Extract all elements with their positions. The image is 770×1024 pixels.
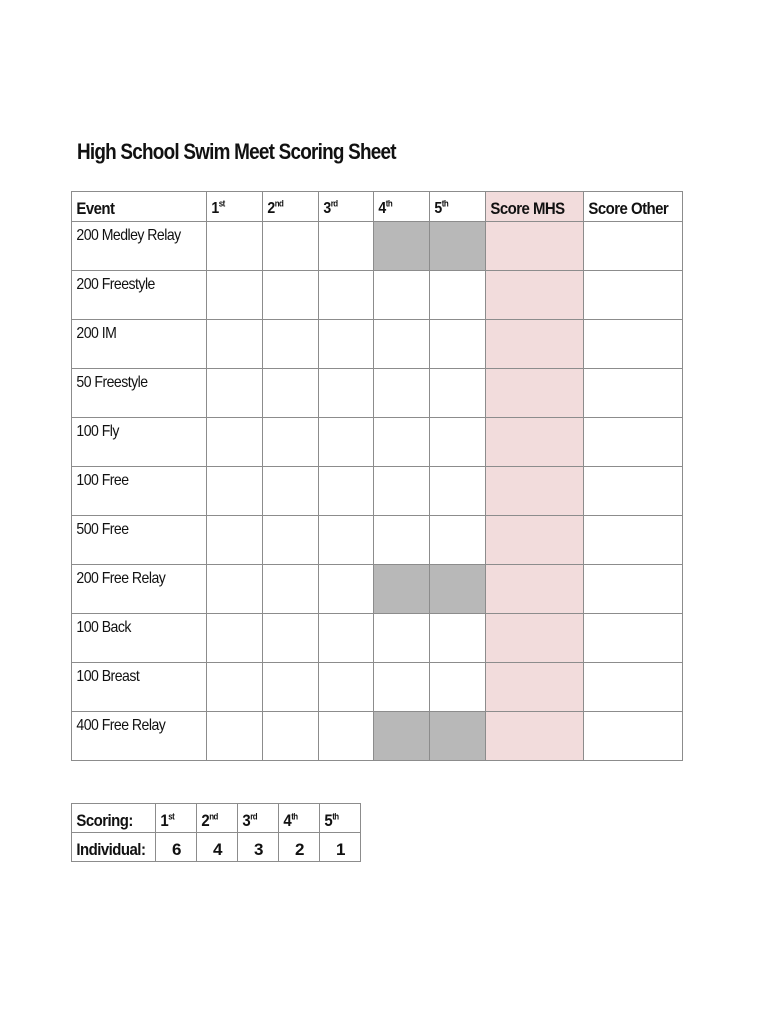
place-1-entry-cell[interactable] <box>206 467 262 516</box>
table-row <box>72 516 683 565</box>
header-score-mhs: Score MHS <box>486 192 584 222</box>
event-name-cell: 200 Free Relay <box>72 565 207 614</box>
place-2-entry-cell[interactable] <box>262 467 318 516</box>
table-row <box>72 712 683 761</box>
score-mhs-cell[interactable] <box>486 320 584 369</box>
place-4-entry-cell <box>374 712 430 761</box>
score-mhs-cell[interactable] <box>486 467 584 516</box>
place-4-entry-cell[interactable] <box>374 271 430 320</box>
score-other-cell[interactable] <box>583 712 682 761</box>
place-3-entry-cell[interactable] <box>318 663 374 712</box>
table-row <box>72 614 683 663</box>
table-row <box>72 565 683 614</box>
place-1-entry-cell[interactable] <box>206 712 262 761</box>
scoring-label: Scoring: <box>72 804 156 833</box>
individual-label: Individual: <box>72 833 156 862</box>
score-mhs-cell[interactable] <box>486 271 584 320</box>
place-2-entry-cell[interactable] <box>262 712 318 761</box>
score-other-cell[interactable] <box>583 222 682 271</box>
event-name-cell: 50 Freestyle <box>72 369 207 418</box>
scoring-place-2: 2nd <box>197 804 238 833</box>
points-place-4: 2 <box>279 833 320 862</box>
place-4-entry-cell[interactable] <box>374 614 430 663</box>
event-name-cell: 400 Free Relay <box>72 712 207 761</box>
place-3-entry-cell[interactable] <box>318 320 374 369</box>
header-place-5: 5th <box>430 192 486 222</box>
points-place-3: 3 <box>238 833 279 862</box>
event-name-cell: 200 Freestyle <box>72 271 207 320</box>
place-1-entry-cell[interactable] <box>206 418 262 467</box>
place-1-entry-cell[interactable] <box>206 663 262 712</box>
score-mhs-cell[interactable] <box>486 712 584 761</box>
table-row <box>72 320 683 369</box>
place-1-entry-cell[interactable] <box>206 222 262 271</box>
place-1-entry-cell[interactable] <box>206 369 262 418</box>
score-other-cell[interactable] <box>583 565 682 614</box>
place-4-entry-cell[interactable] <box>374 320 430 369</box>
event-name-cell: 100 Free <box>72 467 207 516</box>
place-4-entry-cell <box>374 565 430 614</box>
header-place-1: 1st <box>206 192 262 222</box>
score-other-cell[interactable] <box>583 663 682 712</box>
place-2-entry-cell[interactable] <box>262 369 318 418</box>
score-mhs-cell[interactable] <box>486 222 584 271</box>
points-place-5: 1 <box>320 833 361 862</box>
place-5-entry-cell[interactable] <box>430 467 486 516</box>
event-name-cell: 100 Fly <box>72 418 207 467</box>
place-2-entry-cell[interactable] <box>262 418 318 467</box>
place-5-entry-cell[interactable] <box>430 516 486 565</box>
place-3-entry-cell[interactable] <box>318 418 374 467</box>
header-place-4: 4th <box>374 192 430 222</box>
table-row <box>72 271 683 320</box>
event-name-cell: 500 Free <box>72 516 207 565</box>
place-5-entry-cell <box>430 565 486 614</box>
scoring-place-3: 3rd <box>238 804 279 833</box>
table-row <box>72 467 683 516</box>
place-3-entry-cell[interactable] <box>318 712 374 761</box>
table-row <box>72 418 683 467</box>
score-mhs-cell[interactable] <box>486 565 584 614</box>
place-5-entry-cell <box>430 222 486 271</box>
header-score-other: Score Other <box>583 192 682 222</box>
place-4-entry-cell[interactable] <box>374 663 430 712</box>
points-place-2: 4 <box>197 833 238 862</box>
score-other-cell[interactable] <box>583 467 682 516</box>
score-mhs-cell[interactable] <box>486 663 584 712</box>
score-other-cell[interactable] <box>583 320 682 369</box>
place-5-entry-cell[interactable] <box>430 614 486 663</box>
scoring-row <box>72 804 361 833</box>
place-5-entry-cell[interactable] <box>430 663 486 712</box>
place-1-entry-cell[interactable] <box>206 565 262 614</box>
place-3-entry-cell[interactable] <box>318 565 374 614</box>
place-4-entry-cell[interactable] <box>374 369 430 418</box>
place-1-entry-cell[interactable] <box>206 271 262 320</box>
place-2-entry-cell[interactable] <box>262 663 318 712</box>
points-key-table <box>71 803 361 862</box>
place-1-entry-cell[interactable] <box>206 614 262 663</box>
score-other-cell[interactable] <box>583 369 682 418</box>
place-2-entry-cell[interactable] <box>262 320 318 369</box>
table-row <box>72 222 683 271</box>
place-2-entry-cell[interactable] <box>262 516 318 565</box>
place-5-entry-cell[interactable] <box>430 320 486 369</box>
place-4-entry-cell <box>374 222 430 271</box>
header-event: Event <box>72 192 207 222</box>
header-place-2: 2nd <box>262 192 318 222</box>
page-title: High School Swim Meet Scoring Sheet <box>77 139 396 164</box>
place-5-entry-cell[interactable] <box>430 271 486 320</box>
event-name-cell: 200 Medley Relay <box>72 222 207 271</box>
score-other-cell[interactable] <box>583 418 682 467</box>
place-3-entry-cell[interactable] <box>318 614 374 663</box>
place-3-entry-cell[interactable] <box>318 467 374 516</box>
score-other-cell[interactable] <box>583 614 682 663</box>
score-mhs-cell[interactable] <box>486 614 584 663</box>
scoring-place-5: 5th <box>320 804 361 833</box>
header-place-3: 3rd <box>318 192 374 222</box>
place-3-entry-cell[interactable] <box>318 222 374 271</box>
place-2-entry-cell[interactable] <box>262 222 318 271</box>
score-mhs-cell[interactable] <box>486 369 584 418</box>
event-scoring-table <box>71 191 683 761</box>
event-name-cell: 200 IM <box>72 320 207 369</box>
place-1-entry-cell[interactable] <box>206 320 262 369</box>
place-2-entry-cell[interactable] <box>262 565 318 614</box>
event-name-cell: 100 Back <box>72 614 207 663</box>
score-mhs-cell[interactable] <box>486 516 584 565</box>
place-3-entry-cell[interactable] <box>318 516 374 565</box>
place-5-entry-cell <box>430 712 486 761</box>
table-row <box>72 369 683 418</box>
event-rows <box>72 222 683 761</box>
header-row <box>72 192 683 222</box>
place-2-entry-cell[interactable] <box>262 271 318 320</box>
scoring-place-4: 4th <box>279 804 320 833</box>
score-mhs-cell[interactable] <box>486 418 584 467</box>
place-3-entry-cell[interactable] <box>318 369 374 418</box>
event-name-cell: 100 Breast <box>72 663 207 712</box>
place-1-entry-cell[interactable] <box>206 516 262 565</box>
scoring-place-1: 1st <box>156 804 197 833</box>
points-place-1: 6 <box>156 833 197 862</box>
place-4-entry-cell[interactable] <box>374 467 430 516</box>
table-row <box>72 663 683 712</box>
place-5-entry-cell[interactable] <box>430 418 486 467</box>
score-other-cell[interactable] <box>583 271 682 320</box>
individual-row <box>72 833 361 862</box>
score-other-cell[interactable] <box>583 516 682 565</box>
place-5-entry-cell[interactable] <box>430 369 486 418</box>
place-2-entry-cell[interactable] <box>262 614 318 663</box>
place-4-entry-cell[interactable] <box>374 516 430 565</box>
place-3-entry-cell[interactable] <box>318 271 374 320</box>
place-4-entry-cell[interactable] <box>374 418 430 467</box>
